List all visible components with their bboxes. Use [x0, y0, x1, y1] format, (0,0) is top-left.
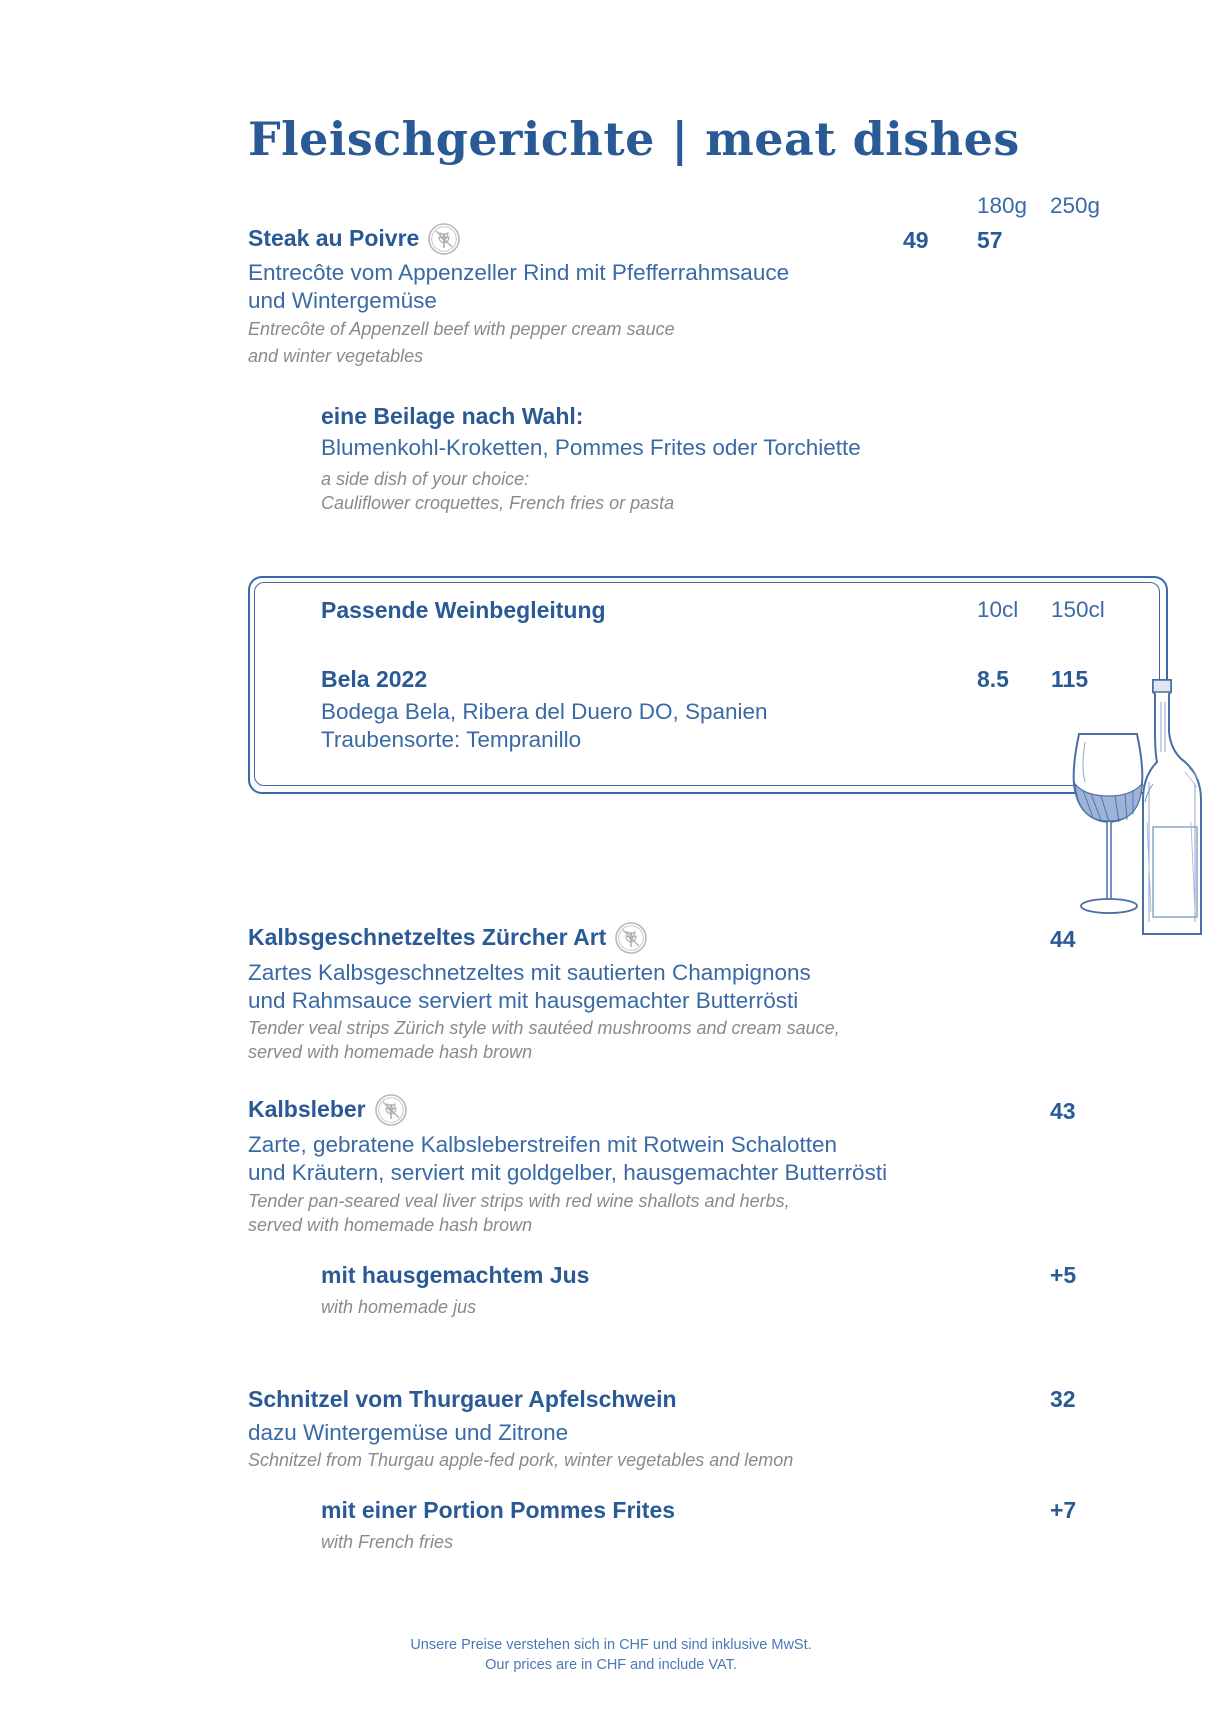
veal-description-de-2: und Rahmsauce serviert mit hausgemachter Butterrösti: [248, 988, 799, 1013]
size-header-250g: 250g: [1050, 193, 1101, 218]
side-dish-description-en-1: a side dish of your choice:: [321, 469, 530, 489]
wine-heading: Passende Weinbegleitung: [321, 597, 606, 623]
steak-description-en-2: and winter vegetables: [248, 346, 424, 366]
jus-addon-price: +5: [1050, 1262, 1077, 1288]
jus-addon-description-en: with homemade jus: [321, 1297, 477, 1317]
fries-addon-name: mit einer Portion Pommes Frites: [321, 1497, 676, 1523]
wine-description-1: Bodega Bela, Ribera del Duero DO, Spanien: [321, 699, 768, 724]
liver-description-en-1: Tender pan-seared veal liver strips with red wine shallots and herbs,: [248, 1191, 790, 1211]
steak-price-180g: 49: [903, 227, 929, 253]
footer-prices-note-en: Our prices are in CHF and include VAT.: [485, 1657, 737, 1673]
gluten-free-icon: [614, 921, 648, 955]
liver-name: Kalbsleber: [248, 1096, 366, 1123]
wine-size-150cl: 150cl: [1051, 597, 1105, 622]
steak-price-250g: 57: [977, 227, 1003, 253]
footer-prices-note-de: Unsere Preise verstehen sich in CHF und sind inklusive MwSt.: [410, 1637, 812, 1653]
schnitzel-price: 32: [1050, 1386, 1076, 1412]
liver-description-de-1: Zarte, gebratene Kalbsleberstreifen mit Rotwein Schalotten: [248, 1132, 838, 1157]
veal-description-en-1: Tender veal strips Zürich style with sautéed mushrooms and cream sauce,: [248, 1018, 840, 1038]
liver-item: [248, 1096, 408, 1130]
liver-description-en-2: served with homemade hash brown: [248, 1215, 533, 1235]
wine-description-2: Traubensorte: Tempranillo: [321, 727, 582, 752]
wine-price-10cl: 8.5: [977, 666, 1009, 692]
size-header-180g: 180g: [977, 193, 1028, 218]
fries-addon-price: +7: [1050, 1497, 1077, 1523]
liver-price: 43: [1050, 1098, 1076, 1124]
steak-description-de-1: Entrecôte vom Appenzeller Rind mit Pfefferrahmsauce: [248, 260, 790, 285]
veal-name: Kalbsgeschnetzeltes Zürcher Art: [248, 924, 607, 951]
schnitzel-description-de: dazu Wintergemüse und Zitrone: [248, 1420, 569, 1445]
jus-addon-name: mit hausgemachtem Jus: [321, 1262, 590, 1288]
steak-name: Steak au Poivre: [248, 225, 420, 252]
wine-price-150cl: 115: [1051, 666, 1089, 692]
wine-bottle-glass-illustration: [1065, 672, 1220, 942]
veal-description-de-1: Zartes Kalbsgeschnetzeltes mit sautierten Champignons: [248, 960, 811, 985]
fries-addon-description-en: with French fries: [321, 1532, 454, 1552]
side-dish-heading: eine Beilage nach Wahl:: [321, 403, 584, 429]
steak-item: [248, 225, 461, 259]
veal-item: [248, 924, 648, 958]
wine-size-10cl: 10cl: [977, 597, 1019, 622]
gluten-free-icon: [427, 222, 461, 256]
schnitzel-description-en: Schnitzel from Thurgau apple-fed pork, winter vegetables and lemon: [248, 1450, 794, 1470]
steak-description-de-2: und Wintergemüse: [248, 288, 437, 313]
page-title: Fleischgerichte | meat dishes: [248, 112, 1020, 166]
side-dish-description-de: Blumenkohl-Kroketten, Pommes Frites oder Torchiette: [321, 435, 861, 460]
gluten-free-icon: [374, 1093, 408, 1127]
side-dish-description-en-2: Cauliflower croquettes, French fries or pasta: [321, 493, 675, 513]
veal-price: 44: [1050, 926, 1076, 952]
wine-name: Bela 2022: [321, 666, 428, 692]
veal-description-en-2: served with homemade hash brown: [248, 1042, 533, 1062]
steak-description-en-1: Entrecôte of Appenzell beef with pepper cream sauce: [248, 319, 675, 339]
liver-description-de-2: und Kräutern, serviert mit goldgelber, hausgemachter Butterrösti: [248, 1160, 888, 1185]
schnitzel-name: Schnitzel vom Thurgauer Apfelschwein: [248, 1386, 677, 1412]
